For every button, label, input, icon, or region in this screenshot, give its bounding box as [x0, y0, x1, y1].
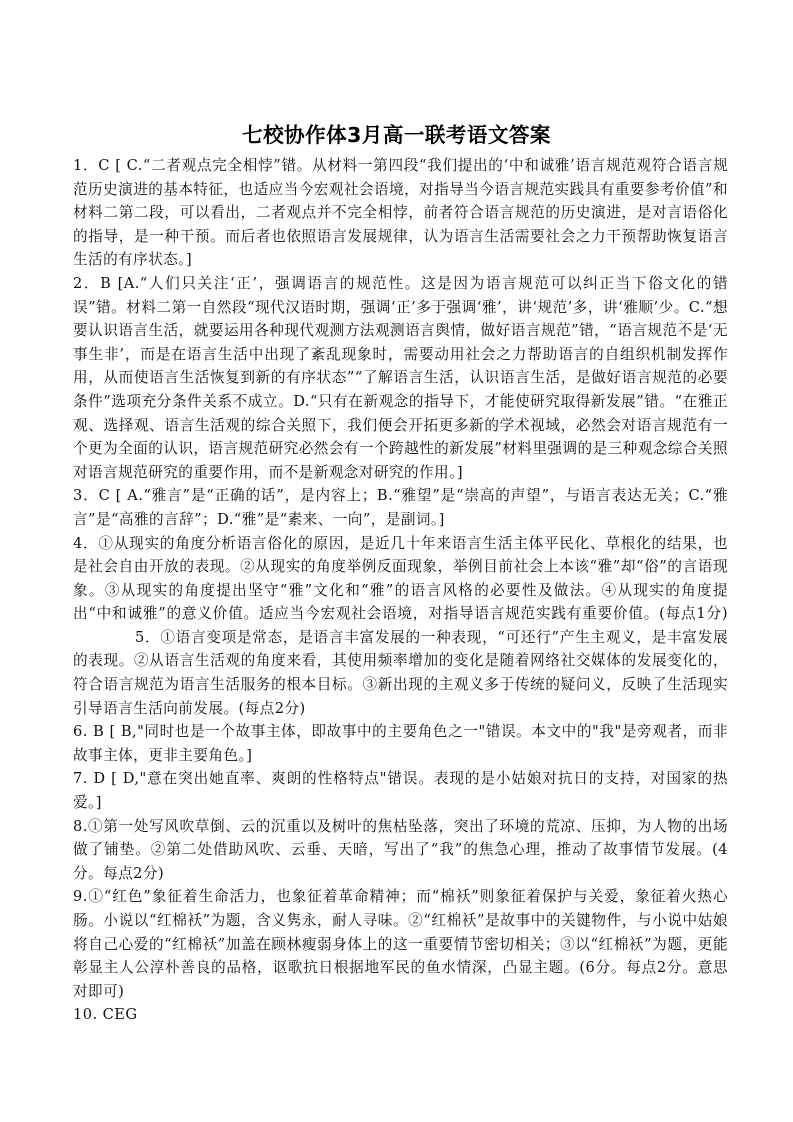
- answer-1: 1．C [ C.“二者观点完全相悖”错。从材料一第四段“我们提出的‘中和诚雅’语言规范观符合语言规范历史演进的基本特征，也适应当今宏观社会语境，对指导当今语言规范实践具有重要参考价值”和材料二第二段，可以看出，二者观点并不完全相悖，前者符合语言规范的历史演进，是对言语俗化的指导，是一种干预。而后者也依照语言发展规律，认为语言生活需要社会之力干预帮助恢复语言生活的有序状态。]: [73, 157, 728, 269]
- answer-4: 4．①从现实的角度分析语言俗化的原因，是近几十年来语言生活主体平民化、草根化的结果，也是社会自由开放的表现。②从现实的角度举例反面现象，举例目前社会上本该“雅”却“俗”的言语现象。③从现实的角度提出坚守“雅”文化和“雅”的语言风格的必要性及做法。④从现实的角度提出“中和诚雅”的意义价值。适应当今宏观社会语境，对指导语言规范实践有重要价值。(每点1分): [73, 534, 728, 623]
- answer-2: 2．B [A.“人们只关注‘正’，强调语言的规范性。这是因为语言规范可以纠正当下俗文化的错误”错。材料二第一自然段“现代汉语时期，强调‘正’多于强调‘雅’，讲‘规范’多，讲‘雅顺’少。C.“想要认识语言生活，就要运用各种现代观测方法观测语言舆情，做好语言规范”错，“语言规范不是‘无事生非’，而是在语言生活中出现了紊乱现象时，需要动用社会之力帮助语言的自组织机制发挥作用，从而使语言生活恢复到新的有序状态”“了解语言生活，认识语言生活，是做好语言规范的必要条件”选项充分条件关系不成立。D.“只有在新观念的指导下，才能使研究取得新发展”错。“在雅正观、选择观、语言生活观的综合关照下，我们便会开拓更多新的学术视域，必然会对语言规范有一个更为全面的认识，语言规范研究必然会有一个跨越性的新发展”材料里强调的是三种观念综合关照对语言规范研究的重要作用，而不是新观念对研究的作用。]: [73, 274, 728, 481]
- answer-4-5: [73, 532, 728, 721]
- answer-8: 8.①第一处写风吹草倒、云的沉重以及树叶的焦枯坠落，突出了环境的荒凉、压抑，为人物的出场做了铺垫。②第二处借助风吹、云垂、天暗，写出了“我”的焦急心理，推动了故事情节发展。(4分。每点2分): [73, 817, 728, 882]
- answer-list: [73, 154, 728, 1027]
- page-title: 七校协作体3月高一联考语文答案: [242, 123, 551, 147]
- answer-3: 3．C [ A.“雅言”是“正确的话”，是内容上；B.“雅望”是“崇高的声望”，与语言表达无关；C.“雅言”是“高雅的言辞”；D.“雅”是“素来、一向”，是副词。]: [73, 487, 728, 528]
- answer-7: 7. D [ D,"意在突出她直率、爽朗的性格特点"错误。表现的是小姑娘对抗日的支持，对国家的热爱。]: [73, 770, 728, 812]
- answer-5: 5．①语言变项是常态，是语言丰富发展的一种表现，“可还行”产生主观义，是丰富发展的表现。②从语言生活观的角度来看，其使用频率增加的变化是随着网络社交媒体的发展变化的，符合语言规范为语言生活服务的根本目标。③新出现的主观义多于传统的疑问义，反映了生活现实引导语言生活向前发展。(每点2分): [73, 628, 728, 717]
- answer-9: 9.①“红色”象征着生命活力，也象征着革命精神；而“棉袄”则象征着保护与关爱，象征着火热心肠。小说以“红棉袄”为题，含义隽永，耐人寻味。②“红棉袄”是故事中的关键物件，与小说中姑娘将自己心爱的“红棉袄”加盖在顾林瘦弱身体上的这一重要情节密切相关；③以“红棉袄”为题，更能彰显主人公淳朴善良的品格，讴歌抗日根据地军民的鱼水情深，凸显主题。(6分。每点2分。意思对即可): [73, 888, 728, 1000]
- answer-6: 6. B [ B,"同时也是一个故事主体，即故事中的主要角色之一"错误。本文中的"我"是旁观者，而非故事主体，更非主要角色。]: [73, 723, 728, 764]
- answer-10: 10. CEG: [73, 1006, 138, 1024]
